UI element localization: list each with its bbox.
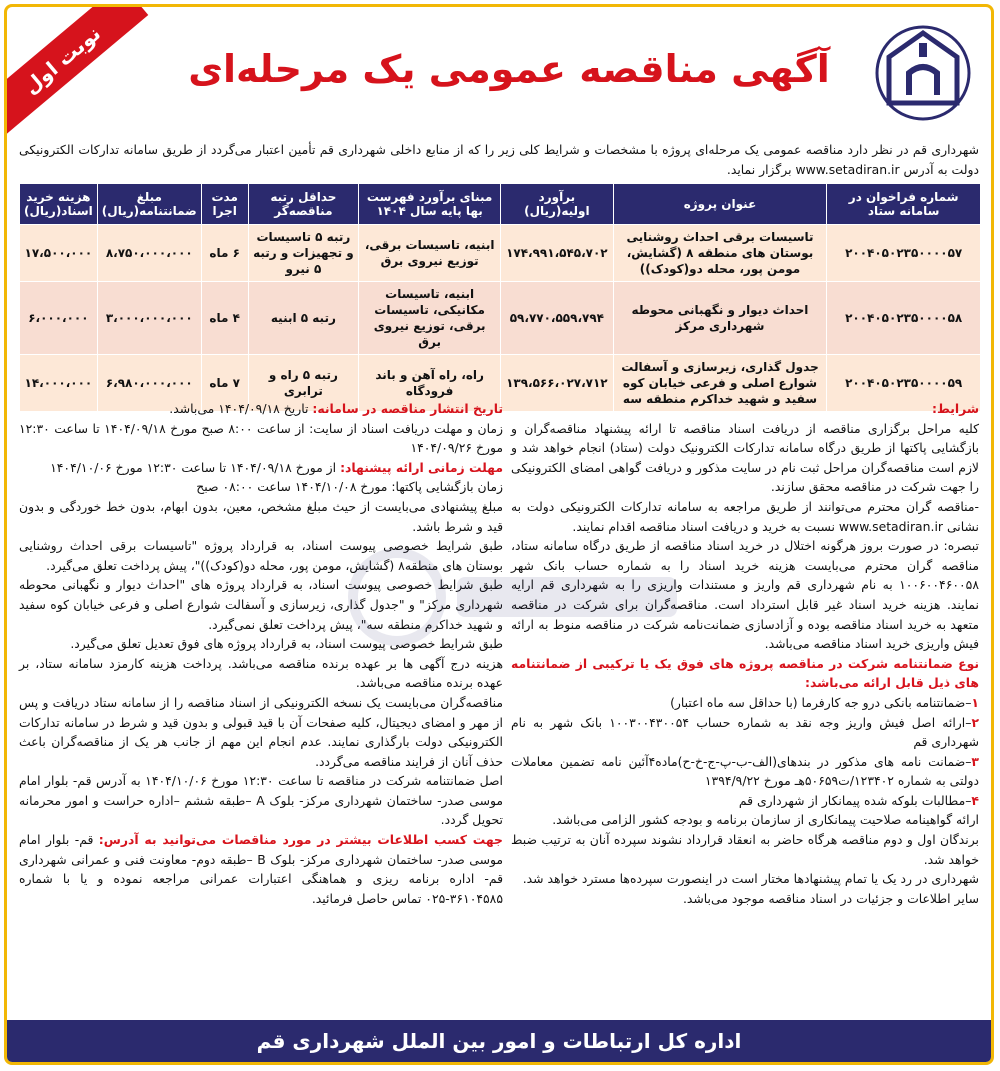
col-header-project-title: عنوان پروژه [613,184,827,225]
guarantee-number: ۲ [971,714,980,730]
col-header-min-rank: حداقل رتبه مناقصه‌گر [248,184,359,225]
cell-doc-cost: ۱۴،۰۰۰،۰۰۰ [20,355,98,412]
conditions-note: تبصره: در صورت بروز هرگونه اختلال در خرید اسناد مناقصه از طریق درگاه سامانه ستاد، مناقصه گران محترم می‌بایست هزینه خرید اسناد را به شماره حساب بانک شهر ۱۰۰۶۰۰۴۶۰۰۵۸ به نام شهرداری قم واریز و مستندات واریزی را به شهرداری قم ارایه نمایند. هزینه خرید اسناد غیر قابل استرداد است. مناقصه‌گران برای شرکت در مناقصه متعهد به خرید اسناد مناقصه بوده و آزادسازی ضمانت‌نامه شرکت در مناقصه منوط به ارائه فیش واریزی خرید اسناد مناقصه می‌باشد. [511,538,979,652]
conditions-paragraph-5: برندگان اول و دوم مناقصه هرگاه حاضر به انعقاد قرارداد نشوند سپرده آنان به ترتیب ضبط خواهد شد. [511,832,979,867]
col-header-estimate: برآورد اولیه(ریال) [501,184,614,225]
header [7,7,991,132]
qom-municipality-logo-icon [873,23,973,123]
cell-estimate: ۱۷۴،۹۹۱،۵۴۵،۷۰۲ [501,225,614,282]
contact-info [19,830,503,908]
cell-duration: ۶ ماه [201,225,248,282]
cell-call-number: ۲۰۰۴۰۵۰۲۳۵۰۰۰۰۵۷ [827,225,981,282]
col-header-call-number: شماره فراخوان در سامانه ستاد [827,184,981,225]
table-row [20,225,981,282]
intro-url-link[interactable]: www.setadiran.ir [795,162,900,177]
ribbon-badge: نوبت اول [4,4,148,137]
intro-suffix: برگزار نماید. [726,162,792,177]
publish-date [19,399,503,419]
cell-doc-cost: ۱۷،۵۰۰،۰۰۰ [20,225,98,282]
table-row [20,282,981,355]
guarantee-heading: نوع ضمانتنامه شرکت در مناقصه پروژه های فوق یک یا ترکیبی از ضمانتنامه های ذیل قابل ارائه می‌باشد: [511,655,979,691]
cell-estimate: ۵۹،۷۷۰،۵۵۹،۷۹۴ [501,282,614,355]
conditions-paragraph-1: کلیه مراحل برگزاری مناقصه از دریافت اسناد مناقصه تا ارائه پیشنهاد مناقصه‌گران و بازگشایی پاکتها از طریق درگاه سامانه تدارکات الکترونیک دولت (ستاد) انجام خواهد شد و لازم است مناقصه‌گران مراحل ثبت نام در سایت مذکور و دریافت گواهی امضای الکترونیکی را جهت شرکت در مناقصه محقق سازند. [511,420,979,495]
col-header-duration: مدت اجرا [201,184,248,225]
info-label: جهت کسب اطلاعات بیشتر در مورد مناقصات می‌توانید به آدرس: [98,832,503,848]
cell-project-title: تاسیسات برقی احداث روشنایی بوستان های منطقه ۸ (گشایش، مومن پور، محله دو(کودک)) [613,225,827,282]
contract-note-2: طبق شرایط خصوصی پیوست اسناد، به قرارداد پروژه های "احداث دیوار و نگهبانی محوطه شهرداری مرکز" و "جدول گذاری، زیرسازی و آسفالت شوارع اصلی و فرعی خیابان کوه سفید و شهید خداکرم منطقه سه"، پیش پرداخت تعلق نمی‌گیرد. [19,577,503,632]
cell-doc-cost: ۶،۰۰۰،۰۰۰ [20,282,98,355]
setad-url-link[interactable]: www.setadiran.ir [838,518,943,534]
guarantee-item-4 [511,791,979,811]
deadline-label: مهلت زمانی ارائه پیشنهاد: [340,459,503,475]
conditions-paragraph-7: سایر اطلاعات و جزئیات در اسناد مناقصه موجود می‌باشد. [682,890,979,906]
cell-project-title: احداث دیوار و نگهبانی محوطه شهرداری مرکز [613,282,827,355]
submission-deadline [19,458,503,478]
conditions-paragraph-4: ارائه گواهینامه صلاحیت پیمانکاری از سازمان برنامه و بودجه کشور الزامی می‌باشد. [552,812,979,828]
cell-price-basis: راه، راه آهن و باند فرودگاه [359,355,501,412]
guarantee-number: ۱ [971,694,979,710]
guarantee-number: ۳ [971,753,979,769]
guarantee-text: –ضمانت نامه های مذکور در بندهای(الف-ب-پ-ج-خ-ح)ماده۴آئین نامه تضمین معاملات دولتی به شماره ۱۲۳۴۰۲/ت۵۰۶۵۹هـ مورخ ۱۳۹۴/۹/۲۲ [511,753,979,789]
conditions-heading: شرایط: [931,401,979,416]
intro-paragraph [19,140,979,180]
tender-notice [4,4,994,1065]
col-header-price-basis: مبنای برآورد فهرست بها پایه سال ۱۴۰۴ [359,184,501,225]
guarantee-item-1 [511,693,979,713]
cell-min-rank: رتبه ۵ تاسیسات و تجهیزات و رتبه ۵ نیرو [248,225,359,282]
page-title: آگهی مناقصه عمومی یک مرحله‌ای [188,47,830,91]
contract-note-1: طبق شرایط خصوصی پیوست اسناد، به قرارداد پروژه "تاسیسات برقی احداث روشنایی بوستان های منطقه۸ (گشایش، مومن پور، محله دو(کودک))"، پیش پرداخت تعلق می‌گیرد. [19,538,503,573]
amount-note: مبلغ پیشنهادی می‌بایست از حیث مبلغ مشخص، معین، بدون ابهام، بدون خط خوردگی و بدون قید و شرط باشد. [19,498,503,534]
conditions-column [511,399,979,908]
opening-time: زمان بازگشایی پاکتها: مورخ ۱۴۰۴/۱۰/۰۸ ساعت ۰۸:۰۰ صبح [196,479,503,495]
guarantee-item-3 [511,752,979,791]
intro-text: شهرداری قم در نظر دارد مناقصه عمومی یک مرحله‌ای پروژه با مشخصات و شرایط کلی زیر را که از منابع داخلی شهرداری قم تأمین اعتبار می‌گردد از طریق سامانه تدارکات الکترونیکی دولت به آدرس [19,142,979,177]
conditions-paragraph-6: شهرداری در رد یک یا تمام پیشنهادها مختار است در اینصورت سپرده‌ها مسترد خواهد شد. [522,871,979,887]
tender-table [19,183,981,412]
cell-estimate: ۱۳۹،۵۶۶،۰۲۷،۷۱۲ [501,355,614,412]
original-guarantee-note: اصل ضمانتنامه شرکت در مناقصه تا ساعت ۱۲:۳۰ مورخ ۱۴۰۴/۱۰/۰۶ به آدرس قم- بلوار امام موسی صدر- ساختمان شهرداری مرکز- بلوک A –طبقه ششم –اداره حراست و امور محرمانه تحویل گردد. [19,773,503,828]
cell-duration: ۷ ماه [201,355,248,412]
schedule-column [19,399,503,908]
cell-price-basis: ابنیه، تاسیسات مکانیکی، تاسیسات برقی، توزیع نیروی برق [359,282,501,355]
cell-call-number: ۲۰۰۴۰۵۰۲۳۵۰۰۰۰۵۹ [827,355,981,412]
paragraph-2-start: -مناقصه گران محترم می‌توانند از طریق مراجعه به سامانه تدارکات الکترونیکی دولت به نشانی [511,498,979,534]
footer-bar: اداره کل ارتباطات و امور بین الملل شهرداری قم [7,1020,991,1062]
cell-guarantee: ۸،۷۵۰،۰۰۰،۰۰۰ [97,225,201,282]
deadline-text: از مورخ ۱۴۰۴/۰۹/۱۸ تا ساعت ۱۲:۳۰ مورخ ۱۴۰۴/۱۰/۰۶ [50,459,337,475]
guarantee-number: ۴ [971,792,979,808]
electronic-copy-note: مناقصه‌گران می‌بایست یک نسخه الکترونیکی از اسناد مناقصه را از سامانه ستاد دریافت و پس از مهر و امضای دیجیتال، کلیه صفحات آن با قید قبولی و بدون قید و شرط در سامانه تدارکات الکترونیکی دولت بارگذاری نمایند. عدم انجام این مهم از جانب هر یک از مناقصه‌گران باعث حذف آنان از فرایند مناقصه می‌گردد. [19,694,503,769]
cell-guarantee: ۳،۰۰۰،۰۰۰،۰۰۰ [97,282,201,355]
conditions-paragraph-2 [511,497,979,536]
contract-note-3: طبق شرایط خصوصی پیوست اسناد، به قرارداد پروژه های فوق تعدیل تعلق می‌گیرد. [70,636,503,652]
cell-min-rank: رتبه ۵ راه و ترابری [248,355,359,412]
info-text: قم- بلوار امام موسی صدر- ساختمان شهرداری مرکز- بلوک B –طبقه دوم- معاونت فنی و عمرانی شهرداری قم- اداره برنامه ریزی و هماهنگی اعتبارات عمرانی مراجعه نموده و یا با شماره ۳۶۱۰۴۵۸۵-۰۲۵ تماس حاصل فرمائید. [19,832,503,906]
cell-price-basis: ابنیه، تاسیسات برقی، توزیع نیروی برق [359,225,501,282]
cell-call-number: ۲۰۰۴۰۵۰۲۳۵۰۰۰۰۵۸ [827,282,981,355]
cell-guarantee: ۶،۹۸۰،۰۰۰،۰۰۰ [97,355,201,412]
publish-text: تاریخ ۱۴۰۴/۰۹/۱۸ می‌باشد. [169,401,309,416]
guarantee-text: –مطالبات بلوکه شده پیمانکار از شهرداری قم [738,792,972,808]
ad-cost-note: هزینه درج آگهی ها بر عهده برنده مناقصه می‌باشد. پرداخت هزینه کارمزد سامانه ستاد، بر عهده برنده مناقصه می‌باشد. [19,655,503,691]
guarantee-text: –ارائه اصل فیش واریز وجه نقد به شماره حساب ۱۰۰۳۰۰۴۳۰۰۵۴ بانک شهر به نام شهرداری قم [511,714,979,750]
cell-project-title: جدول گذاری، زیرسازی و آسفالت شوارع اصلی و فرعی خیابان کوه سفید و شهید خداکرم منطقه سه [613,355,827,412]
receive-deadline: زمان و مهلت دریافت اسناد از سایت: از ساعت ۸:۰۰ صبح مورخ ۱۴۰۴/۰۹/۱۸ تا ساعت ۱۲:۳۰ مورخ ۱۴۰۴/۰۹/۲۶ [19,420,503,456]
paragraph-2-end: نسبت به خرید و دریافت اسناد مناقصه اقدام نمایند. [572,518,835,534]
publish-label: تاریخ انتشار مناقصه در سامانه: [312,401,503,416]
guarantee-text: –ضمانتنامه بانکی درو جه کارفرما (با حداقل سه ماه اعتبار) [670,694,972,710]
cell-duration: ۴ ماه [201,282,248,355]
cell-min-rank: رتبه ۵ ابنیه [248,282,359,355]
guarantee-item-2 [511,713,979,752]
col-header-doc-cost: هزینه خرید اسناد(ریال) [20,184,98,225]
table-header-row [20,184,981,225]
col-header-guarantee: مبلغ ضمانتنامه(ریال) [97,184,201,225]
